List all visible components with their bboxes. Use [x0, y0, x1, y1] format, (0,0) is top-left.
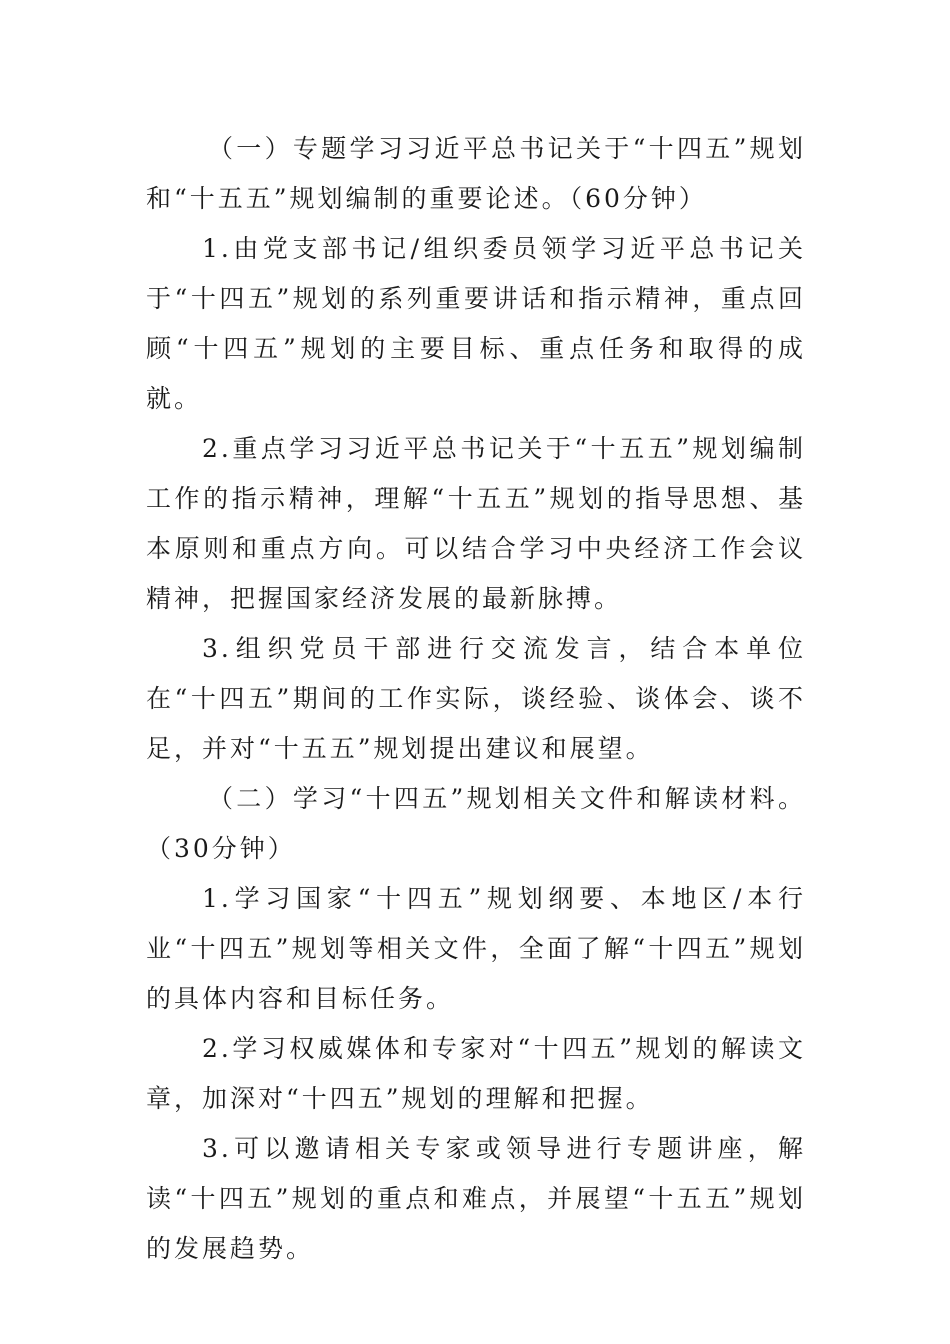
section-1-item-3: 3.组织党员干部进行交流发言，结合本单位在“十四五”期间的工作实际，谈经验、谈体会、谈不足，并对“十五五”规划提出建议和展望。	[146, 634, 806, 763]
section-1-item-2: 2.重点学习习近平总书记关于“十五五”规划编制工作的指示精神，理解“十五五”规划的指导思想、基本原则和重点方向。可以结合学习中央经济工作会议精神，把握国家经济发展的最新脉搏。	[146, 434, 806, 613]
section-2-heading: （二）学习“十四五”规划相关文件和解读材料。（30分钟）	[146, 784, 806, 863]
document-body	[146, 124, 806, 1274]
section-1-heading: （一）专题学习习近平总书记关于“十四五”规划和“十五五”规划编制的重要论述。（60分钟）	[146, 134, 806, 213]
section-2-item-3: 3.可以邀请相关专家或领导进行专题讲座，解读“十四五”规划的重点和难点，并展望“十五五”规划的发展趋势。	[146, 1134, 806, 1263]
section-1-item-1: 1.由党支部书记/组织委员领学习近平总书记关于“十四五”规划的系列重要讲话和指示精神，重点回顾“十四五”规划的主要目标、重点任务和取得的成就。	[146, 234, 806, 413]
section-2-item-1: 1.学习国家“十四五”规划纲要、本地区/本行业“十四五”规划等相关文件，全面了解“十四五”规划的具体内容和目标任务。	[146, 884, 806, 1013]
section-2-item-2: 2.学习权威媒体和专家对“十四五”规划的解读文章，加深对“十四五”规划的理解和把握。	[146, 1034, 806, 1113]
